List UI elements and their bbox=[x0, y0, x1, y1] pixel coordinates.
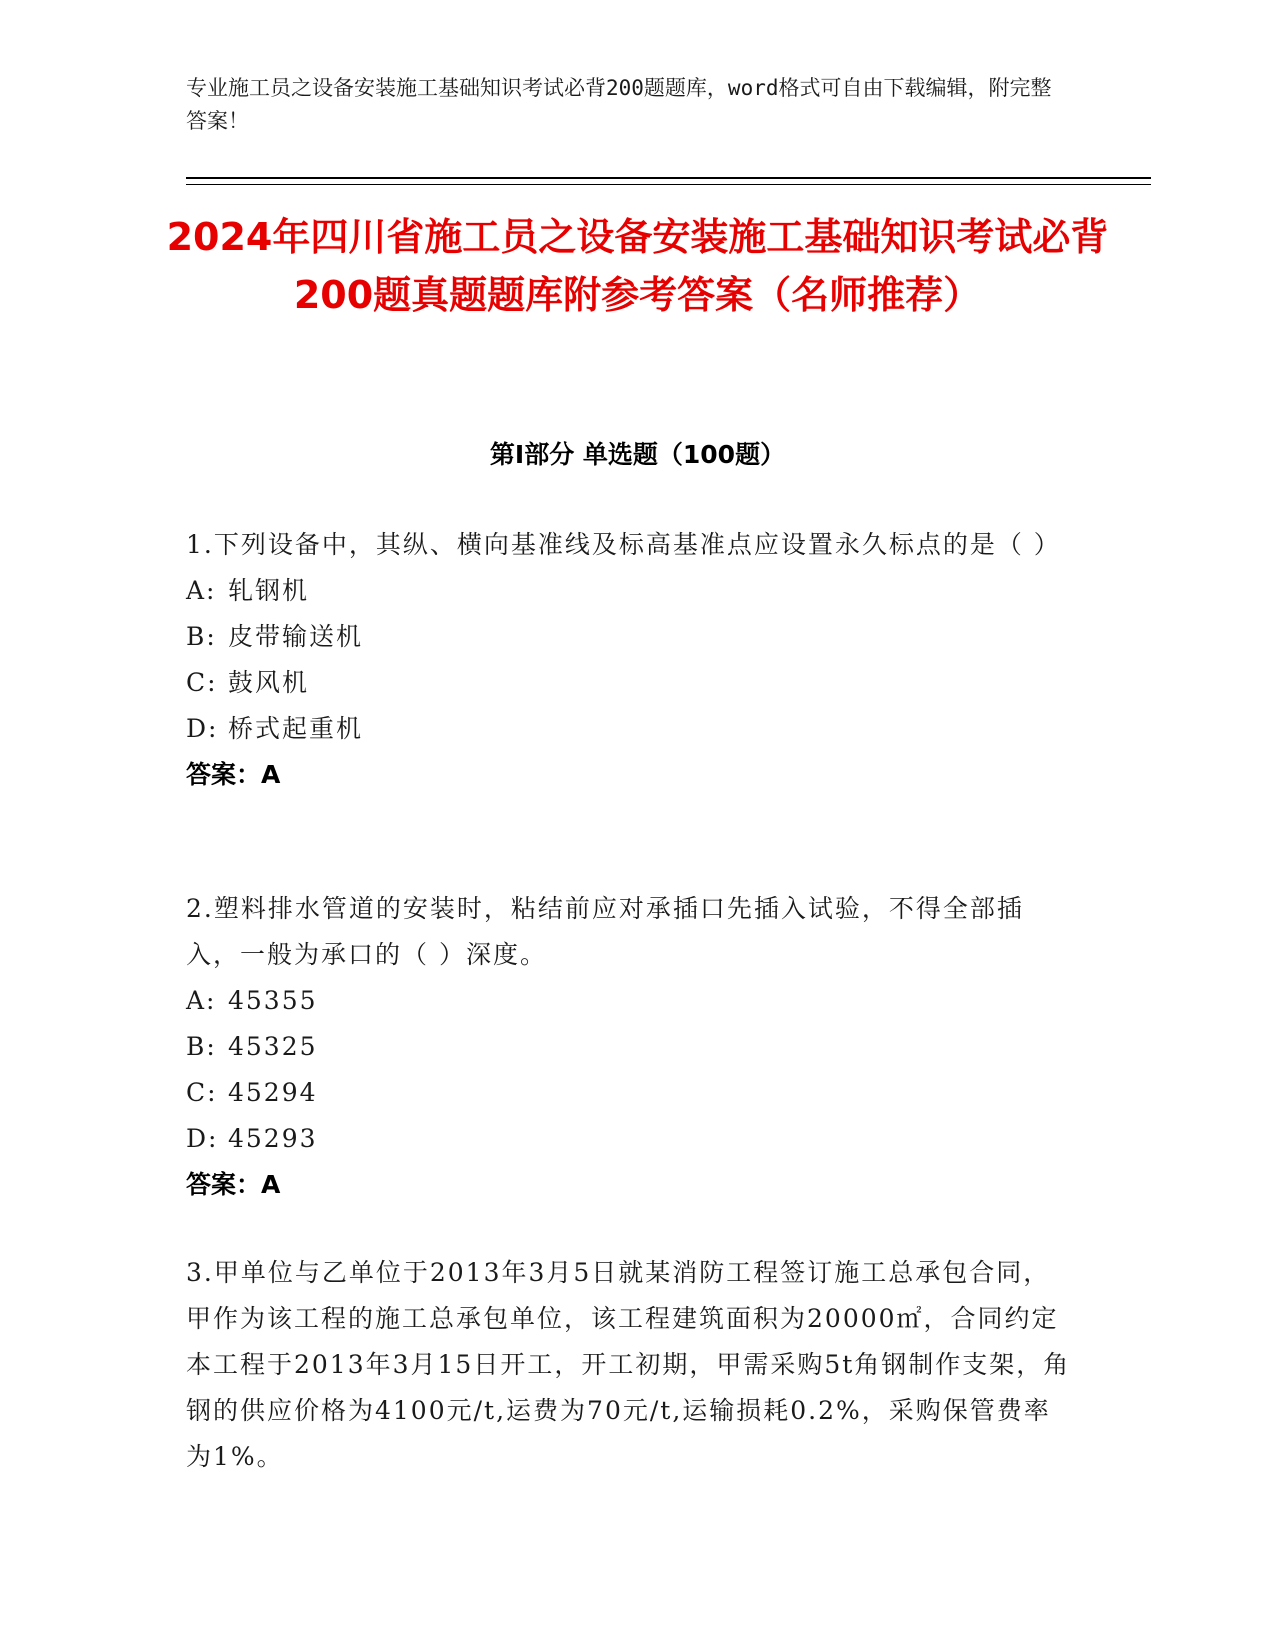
option-key: A: bbox=[186, 986, 217, 1015]
option-text: 45294 bbox=[228, 1078, 318, 1107]
header-rule-thin bbox=[186, 184, 1151, 185]
answer: 答案：A bbox=[186, 760, 281, 789]
question-stem: 2.塑料排水管道的安装时，粘结前应对承插口先插入试验，不得全部插入，一般为承口的（ ）深度。 bbox=[186, 894, 1024, 969]
option-a bbox=[186, 978, 1076, 1024]
option-text: 45293 bbox=[228, 1124, 318, 1153]
option-key: D: bbox=[186, 1124, 219, 1153]
option-key: A: bbox=[186, 576, 217, 605]
option-key: D: bbox=[186, 714, 219, 743]
question-2 bbox=[186, 886, 1076, 1208]
question-1 bbox=[186, 522, 1076, 798]
option-text: 轧钢机 bbox=[228, 576, 310, 605]
question-stem: 1.下列设备中，其纵、横向基准线及标高基准点应设置永久标点的是（ ） bbox=[186, 530, 1061, 559]
option-d bbox=[186, 1116, 1076, 1162]
option-c bbox=[186, 660, 1076, 706]
option-text: 皮带输送机 bbox=[228, 622, 364, 651]
option-d bbox=[186, 706, 1076, 752]
option-key: B: bbox=[186, 1032, 217, 1061]
option-text: 鼓风机 bbox=[228, 668, 310, 697]
answer: 答案：A bbox=[186, 1170, 281, 1199]
option-key: B: bbox=[186, 622, 217, 651]
option-a bbox=[186, 568, 1076, 614]
option-b bbox=[186, 614, 1076, 660]
option-c bbox=[186, 1070, 1076, 1116]
section-title: 第Ⅰ部分 单选题（100题） bbox=[489, 440, 786, 469]
option-key: C: bbox=[186, 1078, 218, 1107]
question-stem: 3.甲单位与乙单位于2013年3月5日就某消防工程签订施工总承包合同，甲作为该工程的施工总承包单位，该工程建筑面积为20000㎡，合同约定本工程于2013年3月15日开工，开工初期，甲需采购5t角钢制作支架，角钢的供应价格为4100元/t,运费为70元/t,运输损耗0.2%，采购保管费率为1%。 bbox=[186, 1258, 1071, 1471]
option-text: 桥式起重机 bbox=[228, 714, 364, 743]
option-key: C: bbox=[186, 668, 218, 697]
header-note: 专业施工员之设备安装施工基础知识考试必背200题题库，word格式可自由下载编辑，附完整答案！ bbox=[186, 76, 1052, 133]
document-title: 2024年四川省施工员之设备安装施工基础知识考试必背200题真题题库附参考答案（名师推荐） bbox=[166, 215, 1109, 317]
option-b bbox=[186, 1024, 1076, 1070]
question-3 bbox=[186, 1250, 1076, 1480]
header-rule-thick bbox=[186, 177, 1151, 179]
option-text: 45325 bbox=[228, 1032, 318, 1061]
option-text: 45355 bbox=[228, 986, 318, 1015]
